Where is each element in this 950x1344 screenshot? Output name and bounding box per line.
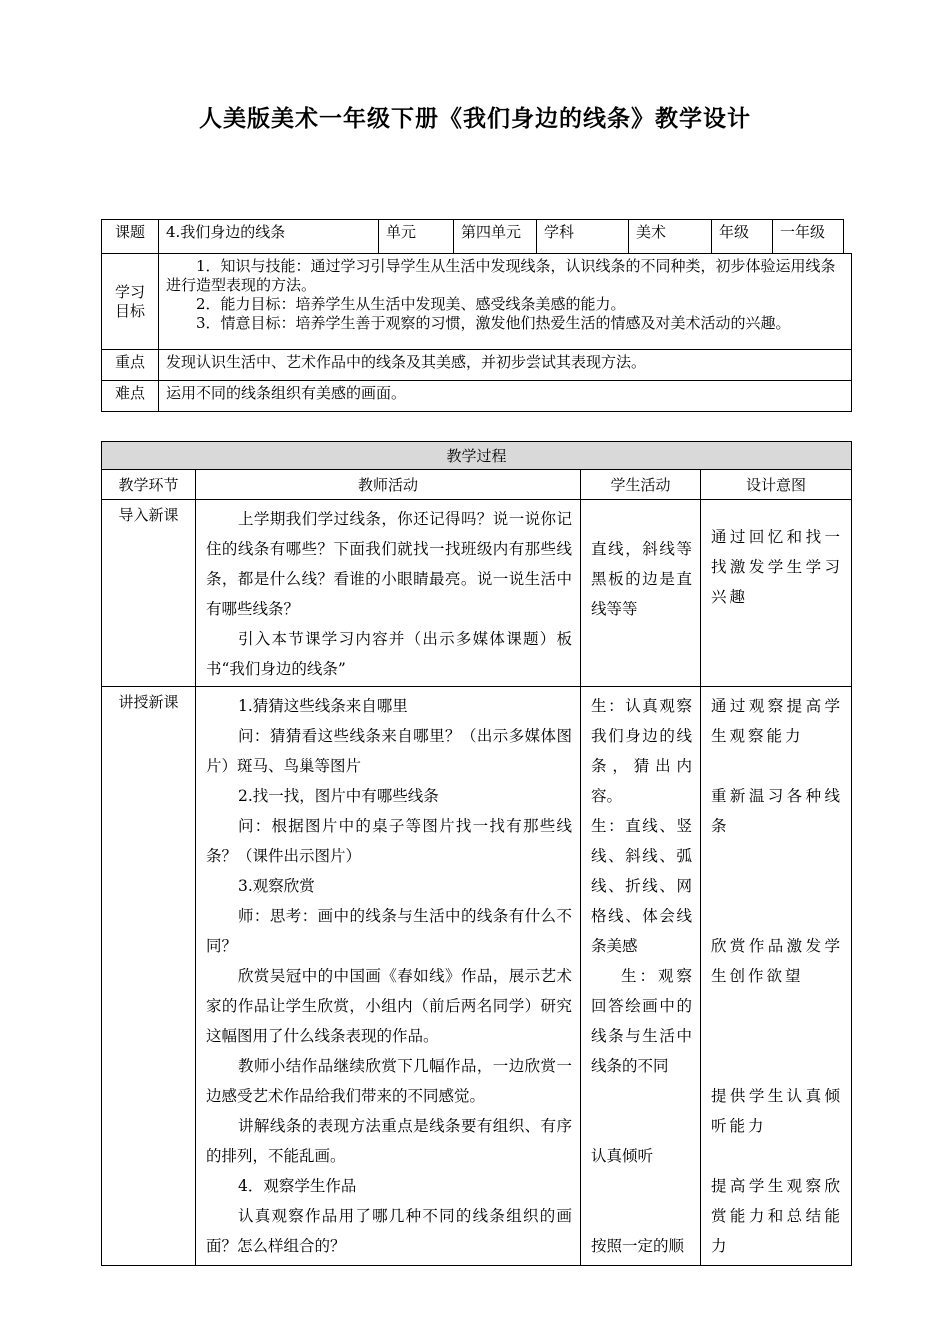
stage-cell: 导入新课: [102, 500, 196, 687]
intent-paragraph: 重新温习各种线条: [711, 787, 844, 835]
teacher-paragraph: 欣赏吴冠中的中国画《春如线》作品，展示艺术家的作品让学生欣赏，小组内（前后两名同学）研究这幅图用了什么线条表现的作品。: [206, 967, 572, 1045]
teacher-paragraph: 讲解线条的表现方法重点是线条要有组织、有序的排列，不能乱画。: [206, 1117, 572, 1165]
goal-item: 1．知识与技能：通过学习引导学生从生活中发现线条，认识线条的不同种类，初步体验运用线条进行造型表现的方法。: [166, 257, 836, 294]
student-paragraph: 直线，斜线等黑板的边是直线等等: [591, 540, 692, 618]
difficulty-label: 难点: [102, 381, 159, 412]
course-label: 课题: [102, 220, 159, 254]
goal-item: 3．情意目标：培养学生善于观察的习惯，激发他们热爱生活的情感及对美术活动的兴趣。: [196, 314, 791, 332]
design-intent: [701, 687, 852, 1266]
subject-label: 学科: [537, 220, 629, 254]
intent-paragraph: 通过观察提高学生观察能力: [711, 697, 844, 745]
subject-value: 美术: [629, 220, 712, 254]
teacher-paragraph: 引入本节课学习内容并（出示多媒体课题）板书“我们身边的线条”: [206, 630, 572, 678]
teacher-paragraph: 上学期我们学过线条，你还记得吗？说一说你记住的线条有哪些？下面我们就找一找班级内有那些线条，都是什么线？看谁的小眼睛最亮。说一说生活中有哪些线条？: [206, 510, 572, 618]
process-table: [101, 441, 852, 1266]
grade-value: 一年级: [773, 220, 844, 254]
teacher-activity: [196, 687, 581, 1266]
goals-label: [102, 254, 159, 350]
student-paragraph: 生：认真观察我们身边的线条，猜出内容。: [591, 697, 692, 805]
goals-label-line2: 目标: [114, 301, 145, 320]
teacher-activity: [196, 500, 581, 687]
teacher-paragraph: 认真观察作品用了哪几种不同的线条组织的画面？怎么样组合的？: [206, 1207, 572, 1255]
student-paragraph: 生：直线、竖线、斜线、弧线、折线、网格线、体会线条美感: [591, 817, 692, 955]
goal-item: 2．能力目标：培养学生从生活中发现美、感受线条美感的能力。: [196, 295, 626, 313]
col-header-teacher: 教师活动: [196, 470, 581, 500]
design-intent: [701, 500, 852, 687]
student-paragraph: 认真倾听: [591, 1147, 654, 1165]
student-activity: [581, 500, 701, 687]
key-label: 重点: [102, 350, 159, 381]
info-table: [101, 219, 852, 412]
table-row: [102, 687, 852, 1266]
intent-paragraph: 通过回忆和找一找激发学生学习兴趣: [711, 528, 844, 606]
student-activity: [581, 687, 701, 1266]
teacher-paragraph: 2.找一找，图片中有哪些线条: [238, 787, 439, 805]
unit-value: 第四单元: [454, 220, 537, 254]
teacher-paragraph: 问：根据图片中的桌子等图片找一找有那些线条？（课件出示图片）: [206, 817, 572, 865]
goals-label-line1: 学习: [114, 282, 145, 301]
header-gap: [844, 220, 852, 254]
course-value: 4.我们身边的线条: [159, 220, 379, 254]
col-header-stage: 教学环节: [102, 470, 196, 500]
teacher-paragraph: 教师小结作品继续欣赏下几幅作品，一边欣赏一边感受艺术作品给我们带来的不同感觉。: [206, 1057, 572, 1105]
key-value: 发现认识生活中、艺术作品中的线条及其美感，并初步尝试其表现方法。: [159, 350, 852, 381]
stage-cell: 讲授新课: [102, 687, 196, 1266]
process-banner: 教学过程: [102, 442, 852, 470]
unit-label: 单元: [379, 220, 454, 254]
teacher-paragraph: 1.猜猜这些线条来自哪里: [238, 697, 408, 715]
col-header-student: 学生活动: [581, 470, 701, 500]
difficulty-value: 运用不同的线条组织有美感的画面。: [159, 381, 852, 412]
table-row: [102, 500, 852, 687]
teacher-paragraph: 3.观察欣赏: [238, 877, 315, 895]
teacher-paragraph: 问：猜猜看这些线条来自哪里？（出示多媒体图片）斑马、鸟巢等图片: [206, 727, 572, 775]
teacher-paragraph: 师：思考：画中的线条与生活中的线条有什么不同？: [206, 907, 572, 955]
intent-paragraph: 欣赏作品激发学生创作欲望: [711, 937, 844, 985]
student-paragraph: 按照一定的顺: [591, 1237, 685, 1255]
intent-paragraph: 提高学生观察欣赏能力和总结能力: [711, 1177, 844, 1255]
grade-label: 年级: [712, 220, 773, 254]
teacher-paragraph: 4．观察学生作品: [238, 1177, 357, 1195]
goals-cell: [159, 254, 852, 350]
student-paragraph: 生：观察回答绘画中的线条与生活中线条的不同: [591, 967, 692, 1075]
page-title: 人美版美术一年级下册《我们身边的线条》教学设计: [199, 105, 751, 132]
intent-paragraph: 提供学生认真倾听能力: [711, 1087, 844, 1135]
col-header-intent: 设计意图: [701, 470, 852, 500]
